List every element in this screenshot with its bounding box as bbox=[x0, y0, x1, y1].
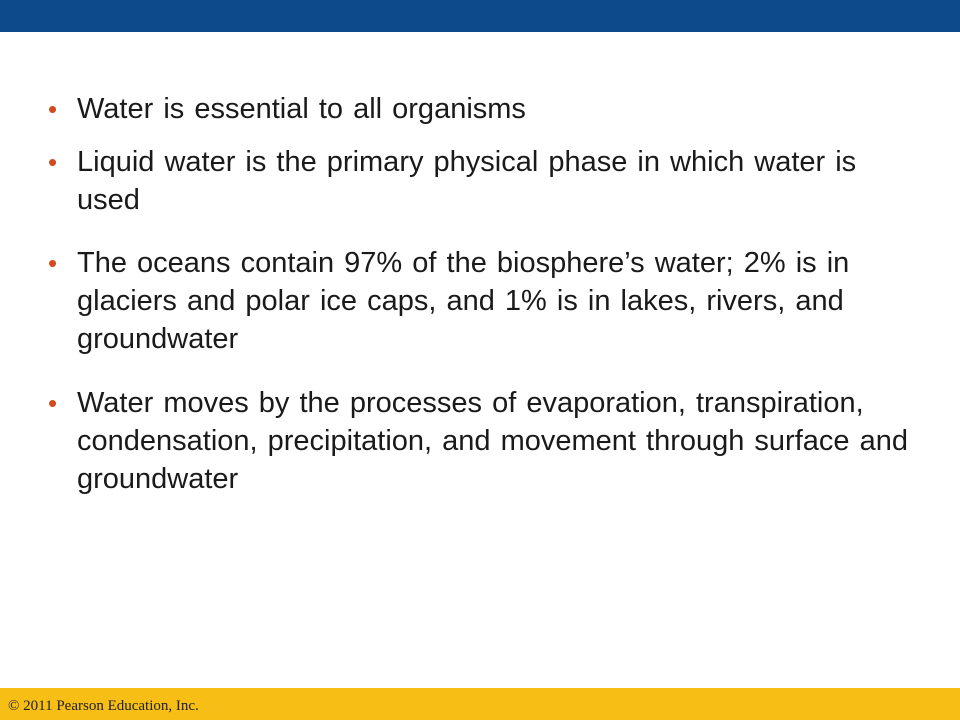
bullet-icon: • bbox=[48, 248, 58, 278]
bullet-icon: • bbox=[48, 94, 58, 124]
bullet-icon: • bbox=[48, 388, 58, 418]
header-bar bbox=[0, 0, 960, 32]
bullet-text: Liquid water is the primary physical phase in which water is used bbox=[77, 146, 857, 216]
bullet-text: Water is essential to all organisms bbox=[77, 93, 526, 125]
copyright-notice: © 2011 Pearson Education, Inc. bbox=[8, 698, 199, 714]
bullet-text: Water moves by the processes of evaporation, transpiration, condensation, precipitation, and movement through surface and groundwater bbox=[77, 387, 908, 495]
bullet-text: The oceans contain 97% of the biosphere’s water; 2% is in glaciers and polar ice caps, and 1% is in lakes, rivers, and groundwater bbox=[77, 247, 850, 355]
bullet-icon: • bbox=[48, 147, 58, 177]
